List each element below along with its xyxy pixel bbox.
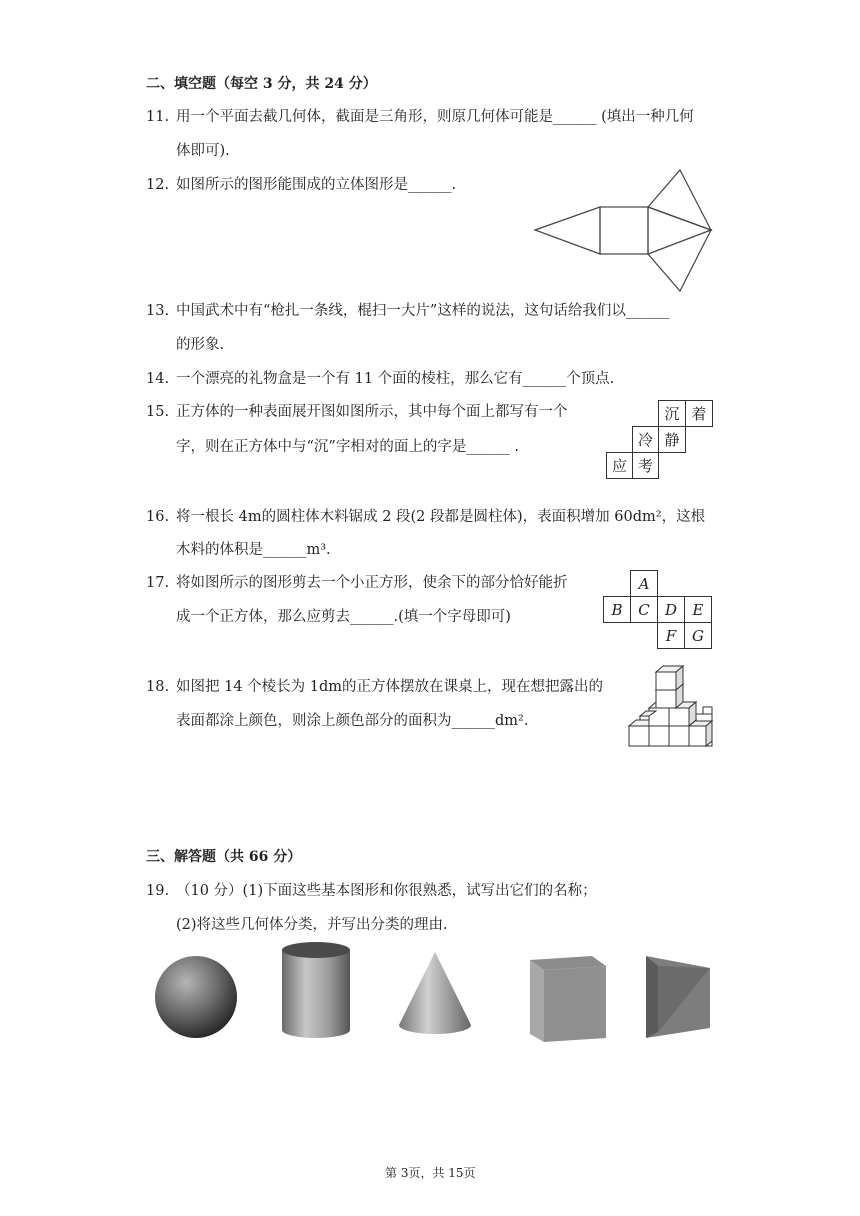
triangular-prism-shape bbox=[646, 956, 710, 1038]
net-rectangle-middle bbox=[600, 207, 648, 254]
question-text: 成一个正方体，那么应剪去______.(填一个字母即可) bbox=[176, 609, 511, 625]
solids-figure bbox=[150, 940, 720, 1050]
prism-net-figure bbox=[530, 168, 720, 298]
question-text: (2)将这些几何体分类，并写出分类的理由. bbox=[176, 917, 448, 933]
question-text: 将如图所示的图形剪去一个小正方形，使余下的部分恰好能折 bbox=[176, 575, 568, 591]
net-triangle-bottom bbox=[648, 230, 711, 291]
net-cell: 静 bbox=[658, 426, 686, 453]
question-text: 一个漂亮的礼物盒是一个有 11 个面的棱柱，那么它有______个顶点. bbox=[176, 371, 615, 387]
question-text: 木料的体积是______m³. bbox=[176, 542, 331, 558]
question-number: 16. bbox=[146, 509, 170, 525]
page-footer: 第 3页，共 15页 bbox=[385, 1166, 476, 1180]
net-cell: 冷 bbox=[632, 426, 659, 453]
question-text: 字，则在正方体中与“沉”字相对的面上的字是______ . bbox=[176, 439, 520, 455]
question-number: 18. bbox=[146, 679, 170, 695]
sphere-shape bbox=[155, 956, 237, 1038]
question-text: 中国武术中有“枪扎一条线，棍扫一大片”这样的说法，这句话给我们以______ bbox=[176, 303, 670, 319]
question-number: 11. bbox=[146, 109, 170, 125]
cuboid-shape bbox=[530, 956, 606, 1042]
net-cell: D bbox=[657, 596, 685, 623]
net-cell: 着 bbox=[685, 400, 713, 427]
question-text: 将一根长 4m的圆柱体木料锯成 2 段(2 段都是圆柱体)，表面积增加 60dm²，这根 bbox=[176, 509, 706, 525]
net-cell: 应 bbox=[606, 452, 633, 479]
net-triangle-top bbox=[648, 170, 711, 230]
question-text: 如图所示的图形能围成的立体图形是______. bbox=[176, 177, 457, 193]
question-number: 17. bbox=[146, 575, 170, 591]
question-text: 正方体的一种表面展开图如图所示，其中每个面上都写有一个 bbox=[176, 404, 568, 420]
question-text: 体即可). bbox=[176, 143, 230, 159]
net-cell: 沉 bbox=[658, 400, 686, 427]
net-cell: G bbox=[684, 622, 712, 649]
question-number: 13. bbox=[146, 303, 170, 319]
net-triangle-left bbox=[535, 207, 600, 254]
net-cell: C bbox=[630, 596, 658, 623]
question-text: （10 分）(1)下面这些基本图形和你很熟悉，试写出它们的名称； bbox=[176, 883, 597, 899]
question-number: 14. bbox=[146, 371, 170, 387]
section-title: 三、解答题（共 66 分） bbox=[146, 849, 302, 865]
question-number: 19. bbox=[146, 883, 170, 899]
question-text: 的形象. bbox=[176, 337, 225, 353]
net-cell: B bbox=[603, 596, 631, 623]
net-triangle-right bbox=[648, 207, 711, 254]
question-text: 如图把 14 个棱长为 1dm的正方体摆放在课桌上，现在想把露出的 bbox=[176, 679, 604, 695]
question-number: 12. bbox=[146, 177, 170, 193]
question-text: 用一个平面去截几何体，截面是三角形，则原几何体可能是______ (填出一种几何 bbox=[176, 109, 694, 125]
cylinder-shape bbox=[282, 942, 350, 1038]
stacked-cubes-figure bbox=[626, 664, 718, 750]
question-text: 表面都涂上颜色，则涂上颜色部分的面积为______dm². bbox=[176, 713, 529, 729]
net-cell: E bbox=[684, 596, 712, 623]
net-cell: 考 bbox=[632, 452, 659, 479]
section-title: 二、填空题（每空 3 分，共 24 分） bbox=[146, 76, 377, 92]
net-cell: A bbox=[630, 570, 658, 597]
cone-shape bbox=[399, 952, 471, 1034]
net-cell: F bbox=[657, 622, 685, 649]
question-number: 15. bbox=[146, 404, 170, 420]
